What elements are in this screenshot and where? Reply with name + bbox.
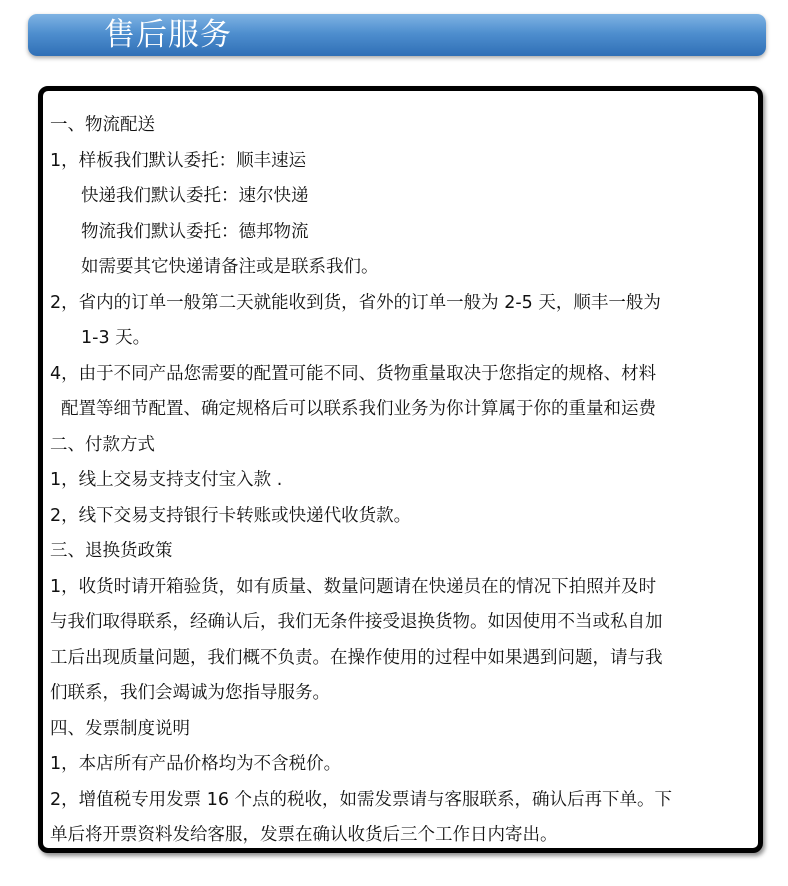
page-title: 售后服务 — [104, 17, 232, 53]
header-banner — [28, 14, 766, 56]
text-line: 单后将开票资料发给客服，发票在确认收货后三个工作日内寄出。 — [50, 825, 558, 845]
content-panel — [38, 86, 763, 853]
text-line: 1-3 天。 — [81, 328, 151, 348]
text-line: 1，收货时请开箱验货，如有质量、数量问题请在快递员在的情况下拍照并及时 — [50, 576, 657, 597]
text-line: 如需要其它快递请备注或是联系我们。 — [81, 257, 379, 277]
text-line: 2，省内的订单一般第二天就能收到货，省外的订单一般为 2-5 天，顺丰一般为 — [50, 292, 661, 313]
text-line: 2，线下交易支持银行卡转账或快递代收货款。 — [50, 505, 412, 526]
text-line: 工后出现质量问题，我们概不负责。在操作使用的过程中如果遇到问题，请与我 — [50, 647, 663, 668]
text-line: 快递我们默认委托：速尔快递 — [81, 186, 309, 206]
text-line: 1，线上交易支持支付宝入款 . — [50, 470, 283, 490]
text-line: 们联系，我们会竭诚为您指导服务。 — [50, 683, 330, 703]
text-line: 1，本店所有产品价格均为不含税价。 — [50, 754, 342, 774]
text-line: 四、发票制度说明 — [50, 718, 190, 739]
text-line: 与我们取得联系，经确认后，我们无条件接受退换货物。如因使用不当或私自加 — [50, 612, 663, 632]
text-line: 三、退换货政策 — [50, 541, 173, 561]
text-line: 配置等细节配置、确定规格后可以联系我们业务为你计算属于你的重量和运费 — [61, 399, 656, 419]
text-lines — [50, 108, 755, 854]
text-line: 二、付款方式 — [50, 434, 155, 455]
text-line: 一、物流配送 — [50, 115, 155, 135]
text-line: 2，增值税专用发票 16 个点的税收，如需发票请与客服联系，确认后再下单。下 — [50, 789, 673, 810]
text-line: 物流我们默认委托：德邦物流 — [81, 221, 309, 242]
text-line: 4，由于不同产品您需要的配置可能不同、货物重量取决于您指定的规格、材料 — [50, 363, 657, 384]
text-line: 1，样板我们默认委托：顺丰速运 — [50, 150, 307, 171]
